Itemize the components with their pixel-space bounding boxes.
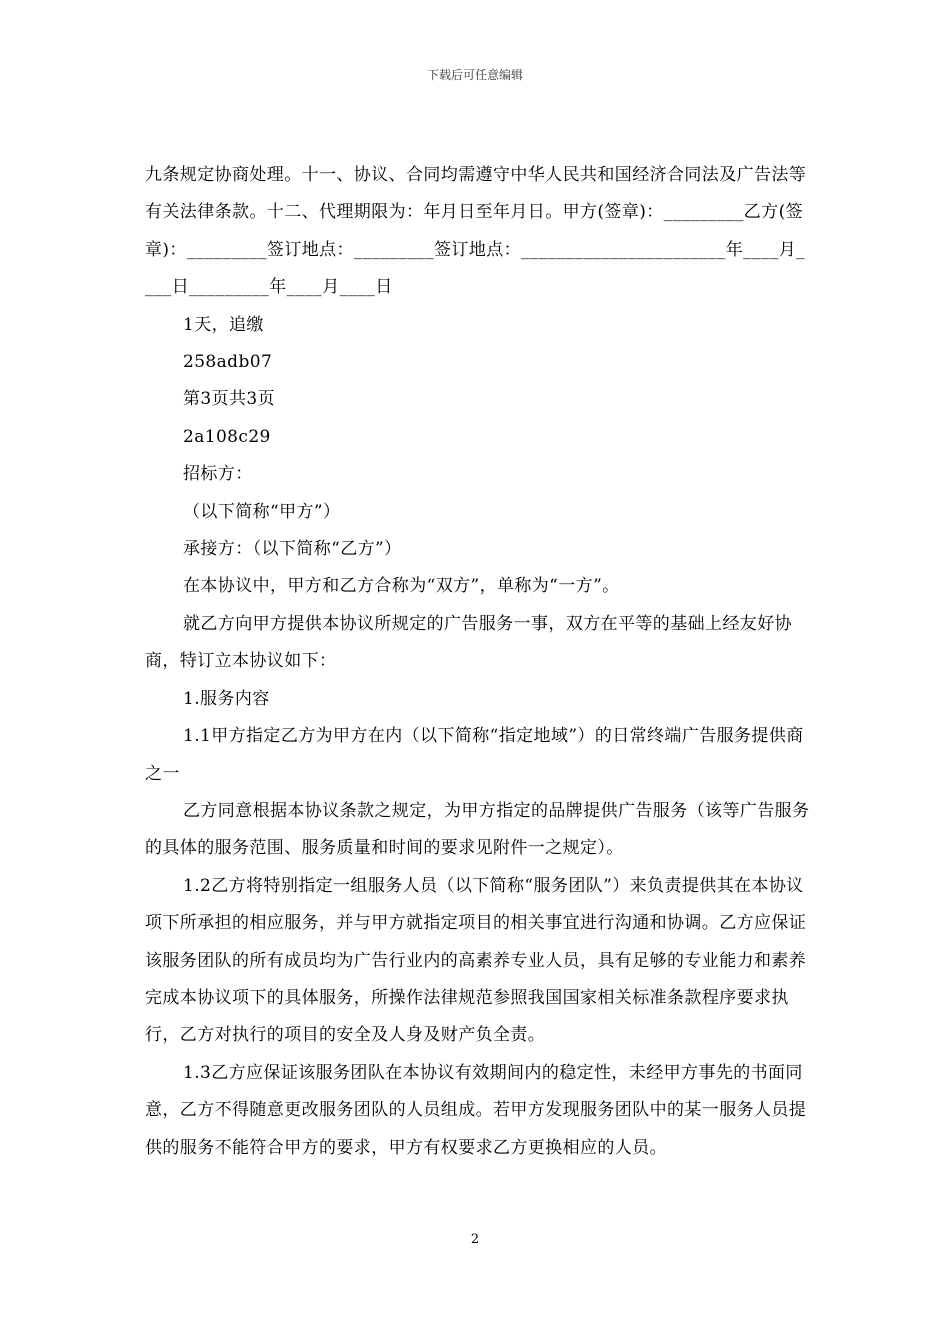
parties-definition: 在本协议中，甲方和乙方合称为“双方”，单称为“一方”。 bbox=[183, 576, 620, 597]
party-a-label: 招标方： bbox=[183, 464, 253, 485]
paragraph-clause-continuation: 九条规定协商处理。十一、协议、合同均需遵守中华人民共和国经济合同法及广告法等有关法律条款。十二、代理期限为：年月日至年月日。甲方(签章)：_________乙方(签章)：_________签订地点：_________签订地点：_______________________年____月____日_________年____月____日 bbox=[145, 165, 807, 298]
clause-1-3: 1.3乙方应保证该服务团队在本协议有效期间内的稳定性，未经甲方事先的书面同意，乙方不得随意更改服务团队的人员组成。若甲方发现服务团队中的某一服务人员提供的服务不能符合甲方的要求，甲方有权要求乙方更换相应的人员。 bbox=[145, 1062, 807, 1158]
paragraph-page-info: 第3页共3页 bbox=[183, 389, 276, 410]
clause-1-1-detail: 乙方同意根据本协议条款之规定，为甲方指定的品牌提供广告服务（该等广告服务的具体的服务范围、服务质量和时间的要求见附件一之规定）。 bbox=[145, 800, 810, 859]
paragraph-code: 2a108c29 bbox=[183, 426, 271, 447]
document-body bbox=[145, 157, 810, 1167]
party-a-alias: （以下简称“甲方”） bbox=[183, 501, 341, 522]
paragraph-line: 1天，追缴 bbox=[183, 314, 264, 335]
clause-1-2: 1.2乙方将特别指定一组服务人员（以下简称“服务团队”）来负责提供其在本协议项下所承担的相应服务，并与甲方就指定项目的相关事宜进行沟通和协调。乙方应保证该服务团队的所有成员均为广告行业内的高素养专业人员，具有足够的专业能力和素养完成本协议项下的具体服务，所操作法律规范参照我国国家相关标准条款程序要求执行，乙方对执行的项目的安全及人身及财产负全责。 bbox=[145, 875, 807, 1046]
page-number: 2 bbox=[470, 1232, 480, 1247]
section-heading: 1.服务内容 bbox=[183, 688, 270, 709]
party-b-label: 承接方：（以下简称“乙方”） bbox=[183, 539, 402, 560]
agreement-preamble: 就乙方向甲方提供本协议所规定的广告服务一事，双方在平等的基础上经友好协商，特订立本协议如下： bbox=[145, 613, 792, 672]
paragraph-code: 258adb07 bbox=[183, 352, 273, 373]
clause-1-1: 1.1甲方指定乙方为甲方在内（以下简称“指定地域”）的日常终端广告服务提供商之一 bbox=[145, 726, 804, 784]
page-header: 下载后可任意编辑 bbox=[426, 68, 523, 82]
